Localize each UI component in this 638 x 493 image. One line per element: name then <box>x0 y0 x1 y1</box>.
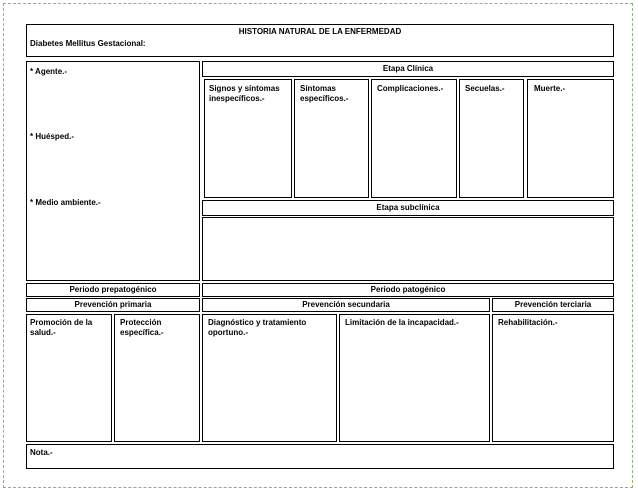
etapa-subclinica-label: Etapa subclínica <box>376 203 440 212</box>
clinica-column-label: Secuelas.- <box>465 84 505 93</box>
clinica-column <box>527 79 614 198</box>
clinica-column-label: Síntomas <box>300 84 337 93</box>
periodo-prepatogenico-label: Periodo prepatogénico <box>69 285 157 294</box>
clinica-column-label: inespecíficos.- <box>209 94 265 103</box>
left-panel <box>26 61 200 281</box>
diagnostico-label: oportuno.- <box>208 328 248 337</box>
medio-ambiente-label: * Medio ambiente.- <box>30 198 101 207</box>
prevencion-secundaria-label: Prevención secundaria <box>302 300 390 309</box>
prevencion-terciaria-label: Prevención terciaria <box>514 300 592 309</box>
clinica-column <box>371 79 457 198</box>
diagnostico-label: Diagnóstico y tratamiento <box>208 318 307 327</box>
promocion-salud-label: salud.- <box>30 328 56 337</box>
limitacion-cell <box>339 314 490 442</box>
etapa-subclinica-area <box>202 217 614 281</box>
prevencion-primaria-label: Prevención primaria <box>74 300 152 309</box>
page-title: HISTORIA NATURAL DE LA ENFERMEDAD <box>238 27 402 36</box>
clinica-column-label: específicos.- <box>300 94 349 103</box>
proteccion-especifica-label: específica.- <box>120 328 164 337</box>
limitacion-label: Limitación de la incapacidad.- <box>345 318 459 327</box>
promocion-salud-label: Promoción de la <box>30 318 93 327</box>
rehabilitacion-label: Rehabilitación.- <box>498 318 558 327</box>
clinica-column-label: Muerte.- <box>534 84 566 93</box>
nota-label: Nota.- <box>30 448 53 457</box>
agente-label: * Agente.- <box>30 67 68 76</box>
clinica-column-label: Complicaciones.- <box>377 84 444 93</box>
clinica-column <box>459 79 524 198</box>
huesped-label: * Huésped.- <box>30 132 75 141</box>
disease-name: Diabetes Mellitus Gestacional: <box>30 39 146 48</box>
proteccion-especifica-label: Protección <box>120 318 162 327</box>
clinica-column-label: Signos y síntomas <box>209 84 280 93</box>
nota-box <box>26 444 614 469</box>
periodo-patogenico-label: Periodo patogénico <box>370 285 446 294</box>
rehabilitacion-cell <box>492 314 614 442</box>
etapa-clinica-label: Etapa Clínica <box>382 64 434 73</box>
